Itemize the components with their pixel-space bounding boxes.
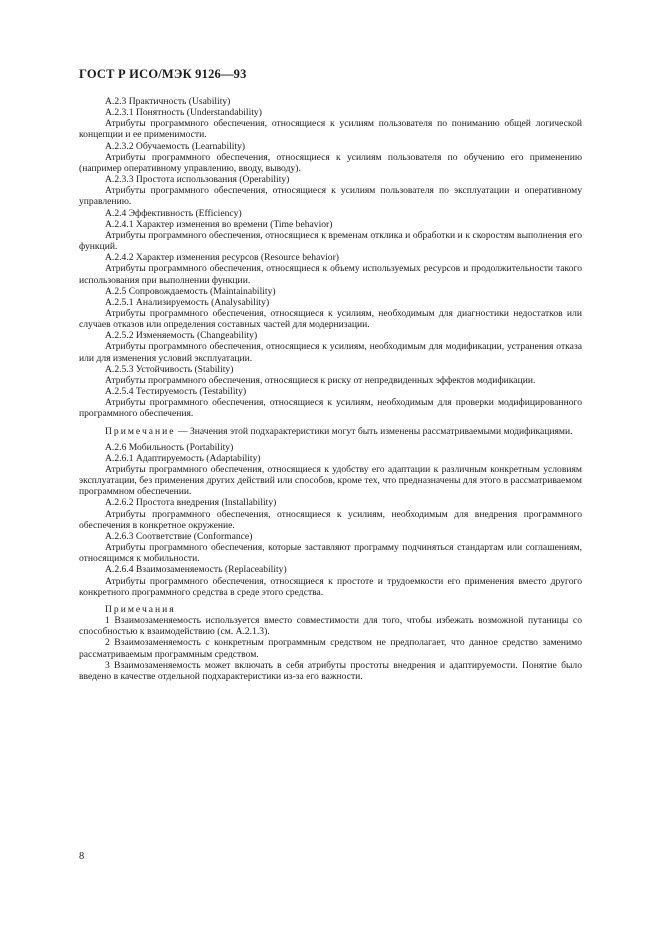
document-body bbox=[79, 96, 582, 682]
definition-paragraph: Атрибуты программного обеспечения, относящиеся к усилиям, необходимым для диагностики недостатков или случаев отказов или определения составных частей для модернизации. bbox=[79, 307, 582, 331]
subsection-heading: A.2.3.2 Обучаемость (Learnability) bbox=[105, 140, 246, 152]
note-label: Примечание bbox=[105, 425, 176, 437]
subsection-heading: A.2.3.1 Понятность (Understandability) bbox=[105, 107, 262, 119]
subsection-heading: A.2.5.4 Тестируемость (Testability) bbox=[105, 386, 247, 398]
definition-paragraph: Атрибуты программного обеспечения, относящиеся к удобству его адаптации к различным конкретным условиям эксплуатации, без применения других действий или способов, кроме тех, что предназначены для этого в рассматриваемом программном обеспечении. bbox=[79, 464, 582, 498]
subsection-heading: A.2.6.4 Взаимозаменяемость (Replaceability) bbox=[105, 564, 287, 576]
subsection-heading: A.2.3.3 Простота использования (Operability) bbox=[105, 174, 290, 186]
definition-paragraph: Атрибуты программного обеспечения, относящиеся к усилиям пользователя по эксплуатации и оперативному управлению. bbox=[79, 185, 582, 208]
definition-paragraph: Атрибуты программного обеспечения, относящиеся к усилиям пользователя по пониманию общей логической концепции и ее применимости. bbox=[79, 118, 582, 141]
subsection-heading: A.2.5.1 Анализируемость (Analysability) bbox=[105, 296, 270, 308]
subsection-heading: A.2.6.1 Адаптируемость (Adaptability) bbox=[105, 452, 261, 464]
section-heading: A.2.3 Практичность (Usability) bbox=[105, 96, 231, 107]
notes-heading: Примечания bbox=[105, 603, 176, 615]
section-heading: A.2.6 Мобильность (Portability) bbox=[105, 441, 234, 453]
document-header: ГОСТ Р ИСО/МЭК 9126—93 bbox=[79, 67, 247, 81]
definition-paragraph: Атрибуты программного обеспечения, относящиеся к риску от непредвиденных эффектов модификации. bbox=[105, 374, 536, 386]
section-heading: A.2.5 Сопровождаемость (Maintainability) bbox=[105, 285, 276, 297]
definition-paragraph: Атрибуты программного обеспечения, относящиеся к усилиям, необходимым для проверки модифицированного программного обеспечения. bbox=[79, 397, 582, 420]
subsection-heading: A.2.6.3 Соответствие (Conformance) bbox=[105, 530, 253, 542]
note-text: — Значения этой подхарактеристики могут быть изменены рассматриваемыми модификациями. bbox=[177, 425, 573, 437]
subsection-heading: A.2.6.2 Простота внедрения (Installability) bbox=[105, 497, 277, 509]
definition-paragraph: Атрибуты программного обеспечения, относящиеся к объему используемых ресурсов и продолжительности такого использования при выполнении функции. bbox=[79, 263, 582, 286]
note-item: 1 Взаимозаменяемость используется вместо совместимости для того, чтобы избежать возможной путаницы со способностью к взаимодействию (см. A.2.1.3). bbox=[79, 615, 582, 638]
note bbox=[79, 426, 582, 437]
definition-paragraph: Атрибуты программного обеспечения, относящиеся к временам отклика и обработки и к скоростям выполнения его функций. bbox=[79, 229, 582, 253]
subsection-heading: A.2.5.3 Устойчивость (Stability) bbox=[105, 363, 234, 375]
subsection-heading: A.2.4.2 Характер изменения ресурсов (Resource behavior) bbox=[105, 252, 339, 264]
subsection-heading: A.2.5.2 Изменяемость (Changeability) bbox=[105, 330, 258, 342]
definition-paragraph: Атрибуты программного обеспечения, относящиеся к усилиям пользователя по обучению его применению (например оперативному управлению, вводу, выводу). bbox=[79, 151, 582, 174]
page-number: 8 bbox=[79, 851, 85, 862]
definition-paragraph: Атрибуты программного обеспечения, которые заставляют программу подчиняться стандартам или соглашениям, относящимся к мобильности. bbox=[79, 542, 582, 565]
definition-paragraph: Атрибуты программного обеспечения, относящиеся к усилиям, необходимым для модификации, устранения отказа или для изменения условий эксплуатации. bbox=[79, 341, 582, 364]
definition-paragraph: Атрибуты программного обеспечения, относящиеся к усилиям, необходимым для внедрения программного обеспечения в конкретное окружение. bbox=[79, 508, 582, 531]
note-item: 2 Взаимозаменяемость с конкретным программным средством не предполагает, что данное средство заменимо рассматриваемым программным средством. bbox=[79, 637, 582, 660]
section-heading: A.2.4 Эффективность (Efficiency) bbox=[105, 207, 242, 219]
subsection-heading: A.2.4.1 Характер изменения во времени (Time behavior) bbox=[105, 218, 333, 230]
note-item: 3 Взаимозаменяемость может включать в себя атрибуты простоты внедрения и адаптируемости. Понятие было введено в качестве отдельной подхарактеристики из-за его важности. bbox=[79, 659, 582, 682]
definition-paragraph: Атрибуты программного обеспечения, относящиеся к простоте и трудоемкости его применения вместо другого конкретного программного средства в среде этого средства. bbox=[79, 575, 582, 598]
